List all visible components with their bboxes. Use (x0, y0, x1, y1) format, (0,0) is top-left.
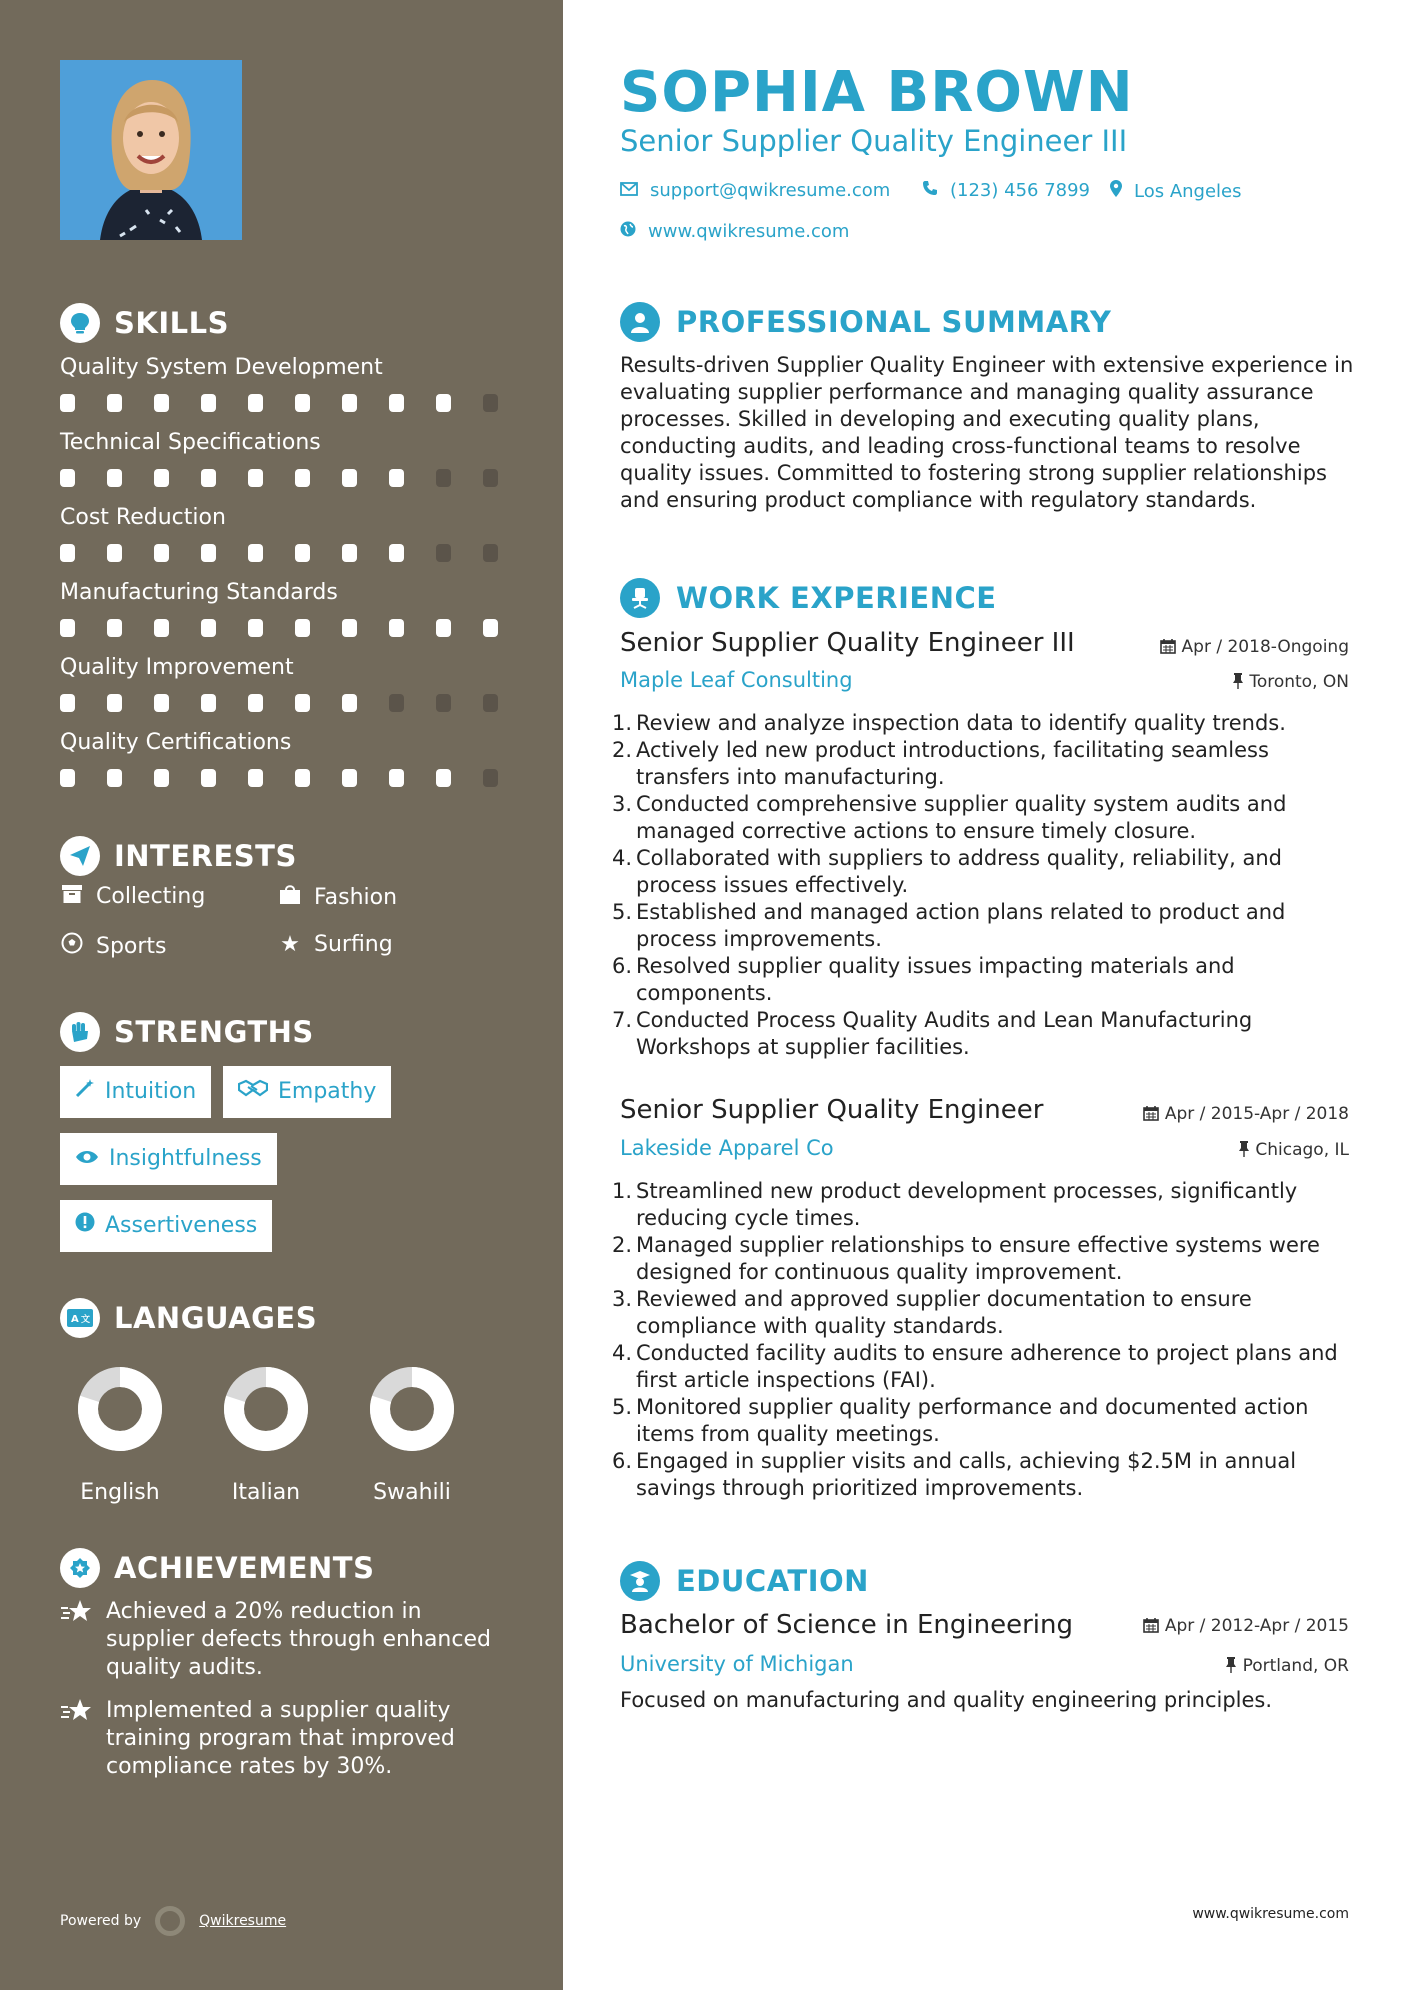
interest-label: Fashion (314, 884, 398, 910)
skill-name: Quality Certifications (60, 730, 292, 755)
job-duties-list (612, 710, 1362, 1061)
shopping-bag-icon (278, 884, 302, 910)
skill-dot (154, 544, 169, 562)
job-duty (612, 710, 1362, 737)
skill-dot (342, 619, 357, 637)
job-location (1232, 672, 1349, 692)
job-duty-number: 4. (612, 846, 633, 870)
skill-dot (248, 394, 263, 412)
svg-text:A: A (71, 1314, 79, 1325)
job-duty-text: Streamlined new product development processes, significantly reducing cycle times. (636, 1179, 1298, 1230)
education-date (1143, 1616, 1349, 1636)
job-duty-number: 2. (612, 738, 633, 762)
education-description: Focused on manufacturing and quality engineering principles. (620, 1688, 1273, 1712)
skill-item (60, 502, 500, 562)
job-duty (612, 737, 1362, 791)
eye-icon (75, 1133, 99, 1185)
skill-dot (295, 544, 310, 562)
achievements-heading (60, 1548, 374, 1588)
skill-name: Quality Improvement (60, 655, 294, 680)
skill-dot (201, 394, 216, 412)
phone-text: (123) 456 7899 (950, 180, 1091, 201)
skill-dot (60, 394, 75, 412)
paper-plane-icon (60, 836, 100, 876)
language-item (196, 1364, 336, 1505)
skill-dot (436, 544, 451, 562)
job-duty-number: 3. (612, 1287, 633, 1311)
skill-name: Manufacturing Standards (60, 580, 338, 605)
badge-star-icon (60, 1548, 100, 1588)
job-duty-text: Conducted Process Quality Audits and Lean Manufacturing Workshops at supplier facilities. (636, 1008, 1253, 1059)
skill-dot (107, 469, 122, 487)
skill-dot (342, 694, 357, 712)
strength-badge (60, 1133, 277, 1185)
job-duty (612, 1232, 1362, 1286)
language-name: Italian (231, 1480, 301, 1505)
interest-label: Sports (96, 933, 167, 959)
candidate-name: SOPHIA BROWN (620, 60, 1134, 125)
strength-badge (60, 1066, 211, 1118)
skill-dot (201, 694, 216, 712)
job-duty-text: Reviewed and approved supplier documentation to ensure compliance with quality standards. (636, 1287, 1252, 1338)
job-location-text: Chicago, IL (1255, 1140, 1349, 1160)
envelope-icon (620, 180, 638, 201)
strength-label: Empathy (278, 1079, 377, 1104)
qwikresume-logo-icon (155, 1906, 185, 1936)
footer-url[interactable]: www.qwikresume.com (1192, 1906, 1349, 1922)
powered-by-label: Powered by (60, 1913, 142, 1929)
achievements-title: ACHIEVEMENTS (114, 1551, 375, 1585)
education-date-text: Apr / 2012-Apr / 2015 (1164, 1616, 1349, 1636)
skill-name: Cost Reduction (60, 505, 226, 530)
skill-dot (483, 394, 498, 412)
education-heading (620, 1561, 869, 1601)
skill-dot (483, 469, 498, 487)
achievement-item (60, 1598, 500, 1682)
skill-dot (60, 469, 75, 487)
profile-photo (60, 60, 242, 240)
skill-dot (107, 394, 122, 412)
interests-heading (60, 836, 297, 876)
job-duty-text: Conducted facility audits to ensure adherence to project plans and first article inspections (FAI). (636, 1341, 1338, 1392)
calendar-icon (1143, 1616, 1164, 1636)
skill-dot (389, 544, 404, 562)
skill-dot (201, 769, 216, 787)
strengths-title: STRENGTHS (114, 1015, 314, 1049)
job-duty-number: 5. (612, 900, 633, 924)
skill-rating (60, 694, 500, 712)
strength-badge (60, 1200, 272, 1252)
job-duties-list (612, 1178, 1362, 1502)
job-duty-text: Established and managed action plans related to product and process improvements. (636, 900, 1286, 951)
skill-dot (342, 769, 357, 787)
skill-dot (483, 769, 498, 787)
skill-dot (154, 769, 169, 787)
skill-dot (201, 469, 216, 487)
skill-item (60, 427, 500, 487)
handshake-icon (238, 1066, 268, 1118)
skill-dot (107, 694, 122, 712)
job-duty (612, 1394, 1362, 1448)
job-duty-number: 6. (612, 954, 633, 978)
interest-item (60, 884, 205, 909)
skill-dot (342, 394, 357, 412)
location-text: Los Angeles (1134, 180, 1242, 202)
phone-icon (922, 180, 938, 201)
skill-dot (483, 544, 498, 562)
skill-dot (389, 769, 404, 787)
skill-dot (60, 619, 75, 637)
skill-dot (436, 394, 451, 412)
graduate-icon (620, 1561, 660, 1601)
job-duty-number: 1. (612, 1179, 633, 1203)
skill-dot (248, 694, 263, 712)
interest-label: Collecting (96, 884, 206, 909)
skill-dot (389, 619, 404, 637)
skill-name: Technical Specifications (60, 430, 321, 455)
skill-dot (107, 769, 122, 787)
job-location (1238, 1140, 1349, 1160)
skill-dot (483, 694, 498, 712)
contact-location (1110, 180, 1242, 202)
skill-dot (107, 619, 122, 637)
pushpin-icon (1225, 1656, 1242, 1676)
strength-label: Assertiveness (105, 1213, 258, 1238)
skill-dot (295, 619, 310, 637)
skill-dot (342, 469, 357, 487)
strengths-heading (60, 1012, 314, 1052)
shooting-star-icon (60, 1697, 92, 1781)
language-icon (60, 1298, 100, 1338)
sidebar (0, 0, 563, 1990)
skill-name: Quality System Development (60, 355, 383, 380)
job-date (1160, 637, 1349, 657)
qwikresume-link[interactable]: Qwikresume (199, 1913, 287, 1929)
skill-dot (436, 619, 451, 637)
skill-dot (389, 394, 404, 412)
languages-heading (60, 1298, 317, 1338)
job-duty-text: Monitored supplier quality performance and documented action items from quality meetings. (636, 1395, 1309, 1446)
job-company: Lakeside Apparel Co (620, 1136, 834, 1160)
magic-wand-icon (75, 1066, 95, 1118)
exclamation-circle-icon (75, 1200, 95, 1252)
language-ring (75, 1364, 165, 1454)
job-duty (612, 899, 1362, 953)
achievement-text: Achieved a 20% reduction in supplier defects through enhanced quality audits. (106, 1599, 491, 1680)
job-duty-text: Resolved supplier quality issues impacting materials and components. (636, 954, 1235, 1005)
soccer-ball-icon (60, 932, 84, 960)
skill-dot (107, 544, 122, 562)
job-title: Senior Supplier Quality Engineer (620, 1095, 1044, 1125)
language-name: English (80, 1480, 160, 1505)
globe-icon (620, 221, 636, 242)
job-duty-number: 7. (612, 1008, 633, 1032)
skill-dot (389, 469, 404, 487)
education-location-text: Portland, OR (1242, 1656, 1349, 1676)
job-location-text: Toronto, ON (1249, 672, 1349, 692)
job-duty-number: 2. (612, 1233, 633, 1257)
skill-rating (60, 619, 500, 637)
skill-dot (60, 544, 75, 562)
interest-item (278, 932, 393, 957)
candidate-role: Senior Supplier Quality Engineer III (620, 124, 1128, 158)
summary-text: Results-driven Supplier Quality Engineer with extensive experience in evaluating supplier performance and managing quality assurance processes. Skilled in developing and executing quality plans, conducting audits, and leading cross-functional teams to resolve quality issues. Committed to fostering strong supplier relationships and ensuring product compliance with regulatory standards. (620, 353, 1354, 512)
contact-email[interactable] (620, 180, 890, 201)
achievement-text: Implemented a supplier quality training program that improved compliance rates by 30%. (106, 1698, 455, 1779)
skill-dot (248, 769, 263, 787)
job-duty (612, 953, 1362, 1007)
skill-item (60, 652, 500, 712)
skill-item (60, 727, 500, 787)
job-duty-text: Conducted comprehensive supplier quality system audits and managed corrective actions to ensure timely closure. (636, 792, 1287, 843)
job-duty (612, 1448, 1362, 1502)
job-duty-number: 6. (612, 1449, 633, 1473)
interest-item (60, 932, 167, 960)
website-text: www.qwikresume.com (648, 221, 850, 242)
job-duty (612, 845, 1362, 899)
skill-item (60, 577, 500, 637)
skill-dot (154, 394, 169, 412)
skill-rating (60, 769, 500, 787)
shooting-star-icon (60, 1598, 92, 1682)
contact-phone[interactable] (922, 180, 1090, 201)
language-item (342, 1364, 482, 1505)
interest-label: Surfing (314, 932, 393, 957)
skill-rating (60, 544, 500, 562)
job-duty-text: Engaged in supplier visits and calls, achieving $2.5M in annual savings through prioritized improvements. (636, 1449, 1297, 1500)
skill-dot (248, 469, 263, 487)
job-duty-number: 5. (612, 1395, 633, 1419)
education-title: EDUCATION (676, 1564, 869, 1598)
user-icon (620, 302, 660, 342)
skill-dot (60, 769, 75, 787)
school-name: University of Michigan (620, 1652, 854, 1676)
skill-dot (342, 544, 357, 562)
skill-dot (248, 619, 263, 637)
skill-dot (201, 619, 216, 637)
skills-title: SKILLS (114, 306, 229, 340)
education-location (1225, 1656, 1349, 1676)
svg-text:文: 文 (81, 1315, 91, 1325)
job-date-text: Apr / 2018-Ongoing (1181, 637, 1349, 657)
archive-icon (60, 884, 84, 909)
job-duty-text: Review and analyze inspection data to identify quality trends. (636, 711, 1286, 735)
job-duty (612, 791, 1362, 845)
summary-title: PROFESSIONAL SUMMARY (676, 305, 1112, 339)
skill-dot (154, 469, 169, 487)
skill-dot (436, 694, 451, 712)
interest-item (278, 884, 397, 910)
job-duty-number: 1. (612, 711, 633, 735)
skill-item (60, 352, 500, 412)
degree-title: Bachelor of Science in Engineering (620, 1610, 1073, 1640)
job-duty-text: Collaborated with suppliers to address quality, reliability, and process issues effectively. (636, 846, 1282, 897)
pushpin-icon (1238, 1140, 1255, 1160)
skill-dot (248, 544, 263, 562)
strength-label: Intuition (105, 1079, 197, 1104)
skill-dot (436, 469, 451, 487)
job-duty-number: 3. (612, 792, 633, 816)
map-pin-icon (1110, 180, 1122, 202)
skill-dot (483, 619, 498, 637)
strength-badge (223, 1066, 391, 1118)
language-item (50, 1364, 190, 1505)
skill-dot (154, 619, 169, 637)
strength-label: Insightfulness (109, 1146, 262, 1171)
powered-by (60, 1906, 286, 1936)
interests-title: INTERESTS (114, 839, 297, 873)
job-title: Senior Supplier Quality Engineer III (620, 628, 1075, 658)
office-chair-icon (620, 578, 660, 618)
summary-heading (620, 302, 1111, 342)
calendar-icon (1143, 1104, 1164, 1124)
skill-dot (295, 394, 310, 412)
skill-dot (60, 694, 75, 712)
skill-dot (295, 769, 310, 787)
job-duty (612, 1286, 1362, 1340)
language-ring (367, 1364, 457, 1454)
contact-website[interactable] (620, 221, 849, 242)
job-duty-text: Actively led new product introductions, facilitating seamless transfers into manufacturing. (636, 738, 1269, 789)
skill-dot (201, 544, 216, 562)
job-duty (612, 1340, 1362, 1394)
skill-rating (60, 469, 500, 487)
calendar-icon (1160, 637, 1181, 657)
achievement-item (60, 1697, 500, 1781)
job-date (1143, 1104, 1349, 1124)
pushpin-icon (1232, 672, 1249, 692)
skill-dot (154, 694, 169, 712)
job-date-text: Apr / 2015-Apr / 2018 (1164, 1104, 1349, 1124)
skill-dot (295, 694, 310, 712)
lightbulb-icon (60, 303, 100, 343)
experience-heading (620, 578, 997, 618)
job-duty (612, 1007, 1362, 1061)
experience-title: WORK EXPERIENCE (676, 581, 997, 615)
skill-dot (295, 469, 310, 487)
job-duty (612, 1178, 1362, 1232)
job-duty-text: Managed supplier relationships to ensure effective systems were designed for continuous quality improvement. (636, 1233, 1320, 1284)
job-duty-number: 4. (612, 1341, 633, 1365)
skill-dot (389, 694, 404, 712)
language-ring (221, 1364, 311, 1454)
skill-dot (436, 769, 451, 787)
language-name: Swahili (373, 1480, 451, 1505)
skills-heading (60, 303, 229, 343)
email-text: support@qwikresume.com (650, 180, 891, 201)
job-company: Maple Leaf Consulting (620, 668, 853, 692)
raised-fist-icon (60, 1012, 100, 1052)
star-icon: ★ (280, 932, 300, 957)
languages-title: LANGUAGES (114, 1301, 318, 1335)
skill-rating (60, 394, 500, 412)
